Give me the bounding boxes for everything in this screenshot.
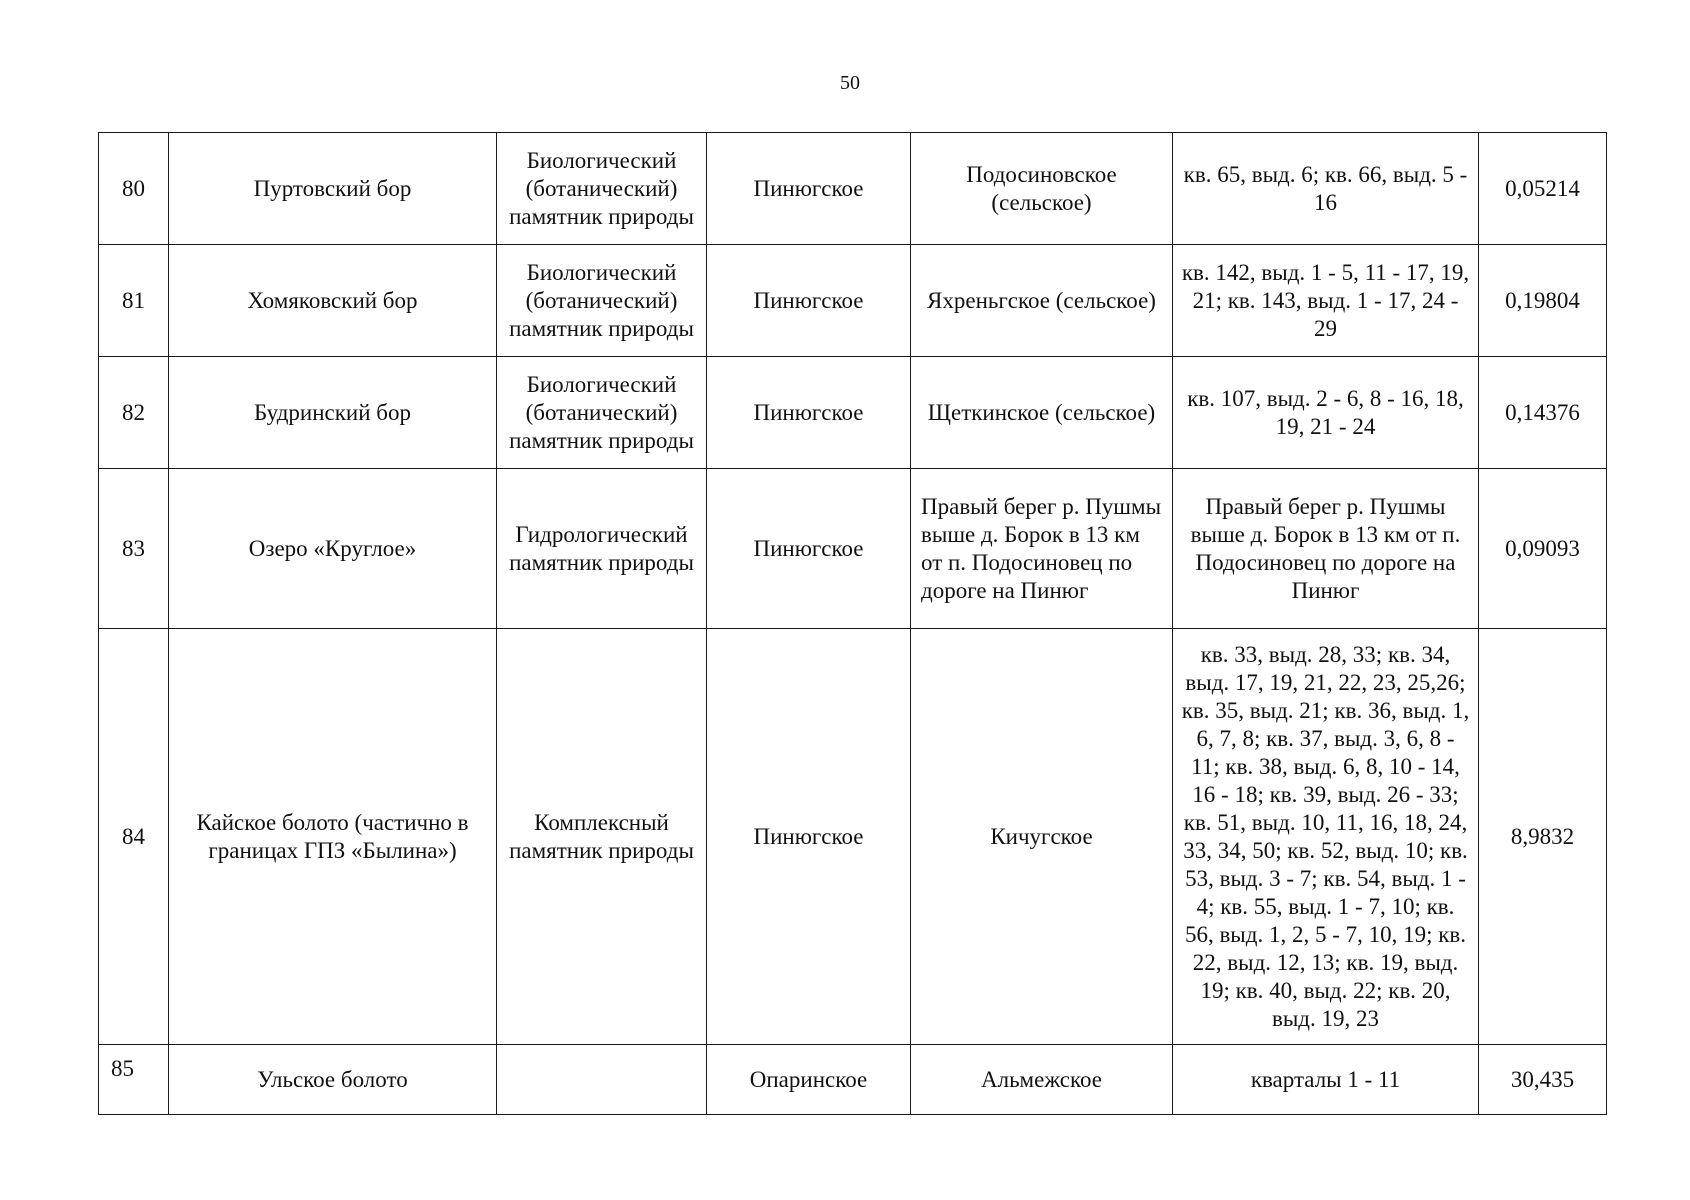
table-row: [99, 133, 1607, 245]
name-cell: Кайское болото (частично в границах ГПЗ «Былина»): [169, 629, 497, 1045]
name-cell: Озеро «Круглое»: [169, 469, 497, 629]
name-cell: Ульское болото: [169, 1045, 497, 1115]
district-cell: Подосиновское (сельское): [911, 133, 1173, 245]
location-cell: кв. 142, выд. 1 - 5, 11 - 17, 19, 21; кв. 143, выд. 1 - 17, 24 - 29: [1173, 245, 1479, 357]
type-cell: Биологический (ботанический) памятник природы: [497, 357, 707, 469]
location-cell: кв. 107, выд. 2 - 6, 8 - 16, 18, 19, 21 - 24: [1173, 357, 1479, 469]
table-row: [99, 1045, 1607, 1115]
name-cell: Пуртовский бор: [169, 133, 497, 245]
type-cell: [497, 1045, 707, 1115]
type-cell: Биологический (ботанический) памятник природы: [497, 133, 707, 245]
forestry-cell: Пинюгское: [707, 357, 911, 469]
forestry-cell: Опаринское: [707, 1045, 911, 1115]
district-cell: Кичугское: [911, 629, 1173, 1045]
row-number-cell: 85: [99, 1045, 169, 1115]
name-cell: Будринский бор: [169, 357, 497, 469]
area-cell: 0,05214: [1479, 133, 1607, 245]
protected-areas-table: [98, 132, 1607, 1115]
area-cell: 0,19804: [1479, 245, 1607, 357]
type-cell: Биологический (ботанический) памятник природы: [497, 245, 707, 357]
area-cell: 0,09093: [1479, 469, 1607, 629]
area-cell: 8,9832: [1479, 629, 1607, 1045]
forestry-cell: Пинюгское: [707, 245, 911, 357]
row-number-cell: 80: [99, 133, 169, 245]
district-cell: Правый берег р. Пушмы выше д. Борок в 13 км от п. Подосиновец по дороге на Пинюг: [911, 469, 1173, 629]
district-cell: Яхреньгское (сельское): [911, 245, 1173, 357]
location-cell: кварталы 1 - 11: [1173, 1045, 1479, 1115]
forestry-cell: Пинюгское: [707, 629, 911, 1045]
type-cell: Комплексный памятник природы: [497, 629, 707, 1045]
forestry-cell: Пинюгское: [707, 469, 911, 629]
row-number-cell: 81: [99, 245, 169, 357]
name-cell: Хомяковский бор: [169, 245, 497, 357]
forestry-cell: Пинюгское: [707, 133, 911, 245]
table-row: [99, 245, 1607, 357]
table-row: [99, 629, 1607, 1045]
area-cell: 0,14376: [1479, 357, 1607, 469]
page-number: 50: [840, 72, 860, 94]
table-row: [99, 357, 1607, 469]
row-number-cell: 82: [99, 357, 169, 469]
location-cell: кв. 65, выд. 6; кв. 66, выд. 5 - 16: [1173, 133, 1479, 245]
district-cell: Щеткинское (сельское): [911, 357, 1173, 469]
row-number-cell: 83: [99, 469, 169, 629]
table-row: [99, 469, 1607, 629]
district-cell: Альмежское: [911, 1045, 1173, 1115]
location-cell: кв. 33, выд. 28, 33; кв. 34, выд. 17, 19, 21, 22, 23, 25,26; кв. 35, выд. 21; кв. 36, выд. 1, 6, 7, 8; кв. 37, выд. 3, 6, 8 - 11; кв. 38, выд. 6, 8, 10 - 14, 16 - 18; кв. 39, выд. 26 - 33; кв. 51, выд. 10, 11, 16, 18, 24, 33, 34, 50; кв. 52, выд. 10; кв. 53, выд. 3 - 7; кв. 54, выд. 1 - 4; кв. 55, выд. 1 - 7, 10; кв. 56, выд. 1, 2, 5 - 7, 10, 19; кв. 22, выд. 12, 13; кв. 19, выд. 19; кв. 40, выд. 22; кв. 20, выд. 19, 23: [1173, 629, 1479, 1045]
type-cell: Гидрологический памятник природы: [497, 469, 707, 629]
row-number-cell: 84: [99, 629, 169, 1045]
area-cell: 30,435: [1479, 1045, 1607, 1115]
location-cell: Правый берег р. Пушмы выше д. Борок в 13 км от п. Подосиновец по дороге на Пинюг: [1173, 469, 1479, 629]
